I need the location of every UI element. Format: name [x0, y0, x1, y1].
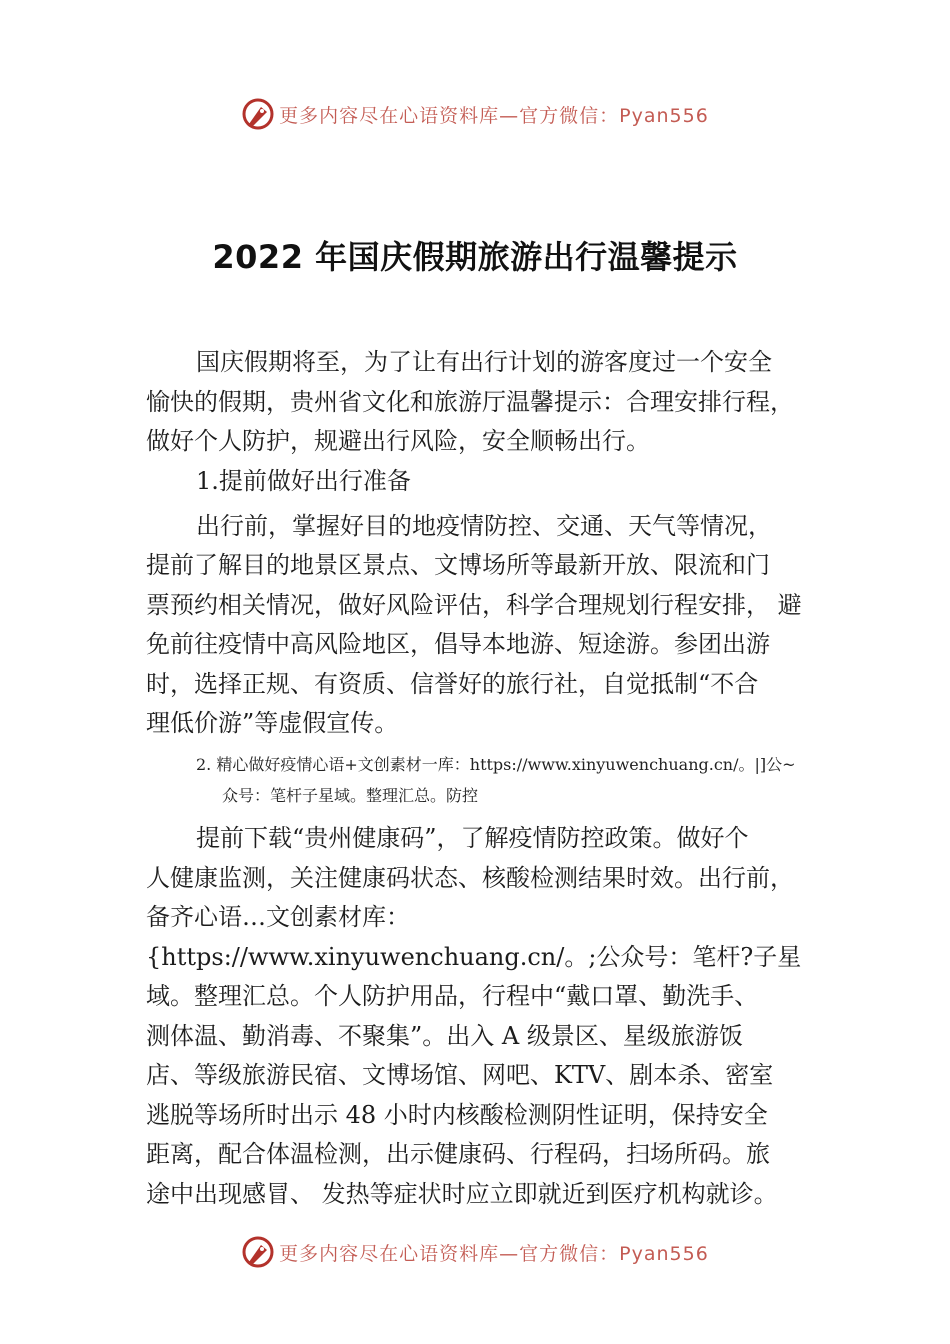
- pen-nib-logo-icon: [241, 1235, 275, 1269]
- page-title: 2022 年国庆假期旅游出行温馨提示: [212, 238, 738, 276]
- paragraph-line: 域。整理汇总。个人防护用品，行程中“戴口罩、勤洗手、: [146, 982, 759, 1010]
- paragraph-line: 做好个人防护，规避出行风险，安全顺畅出行。: [146, 427, 650, 455]
- footer-banner-text: 更多内容尽在心语资料库—官方微信：Pyan556: [279, 1242, 709, 1265]
- paragraph-line: 免前往疫情中高风险地区，倡导本地游、短途游。参团出游: [146, 630, 770, 658]
- paragraph-line: 测体温、勤消毒、不聚集”。出入 A 级景区、星级旅游饭: [146, 1022, 743, 1050]
- paragraph-line: 国庆假期将至，为了让有出行计划的游客度过一个安全: [196, 348, 772, 376]
- header-banner[interactable]: [0, 94, 950, 134]
- paragraph-line: 出行前，掌握好目的地疫情防控、交通、天气等情况，: [196, 512, 772, 540]
- paragraph-line: 逃脱等场所时出示 48 小时内核酸检测阴性证明，保持安全: [146, 1101, 768, 1129]
- footer-banner[interactable]: [0, 1232, 950, 1272]
- paragraph-line: 提前下载“贵州健康码”，了解疫情防控政策。做好个: [196, 824, 749, 852]
- paragraph-line: 人健康监测，关注健康码状态、核酸检测结果时效。出行前，: [146, 864, 794, 892]
- paragraph-line: 距离，配合体温检测，出示健康码、行程码，扫场所码。旅: [146, 1140, 770, 1168]
- paragraph-line: 时，选择正规、有资质、信誉好的旅行社，自觉抵制“不合: [146, 670, 759, 698]
- paragraph-line: {https://www.xinyuwenchuang.cn/。;公众号：笔杆?子星: [146, 943, 802, 971]
- paragraph-line: 票预约相关情况，做好风险评估，科学合理规划行程安排， 避: [146, 591, 802, 619]
- paragraph-line: 备齐心语…文创素材库：: [146, 903, 410, 931]
- header-banner-text: 更多内容尽在心语资料库—官方微信：Pyan556: [279, 104, 709, 127]
- section-heading-2: 2. 精心做好疫情心语+文创素材一库：https://www.xinyuwenchuang.cn/。|]公~: [196, 755, 796, 774]
- section-heading-1: 1.提前做好出行准备: [196, 467, 411, 495]
- paragraph-line: 途中出现感冒、 发热等症状时应立即就近到医疗机构就诊。: [146, 1180, 778, 1208]
- paragraph-line: 理低价游”等虚假宣传。: [146, 709, 399, 737]
- paragraph-line: 愉快的假期，贵州省文化和旅游厅温馨提示：合理安排行程，: [146, 388, 794, 416]
- paragraph-line: 提前了解目的地景区景点、文博场所等最新开放、限流和门: [146, 551, 770, 579]
- pen-nib-logo-icon: [241, 97, 275, 131]
- section-heading-2-cont: 众号：笔杆子星域。整理汇总。防控: [222, 786, 479, 805]
- paragraph-line: 店、等级旅游民宿、文博场馆、网吧、KTV、剧本杀、密室: [146, 1061, 774, 1089]
